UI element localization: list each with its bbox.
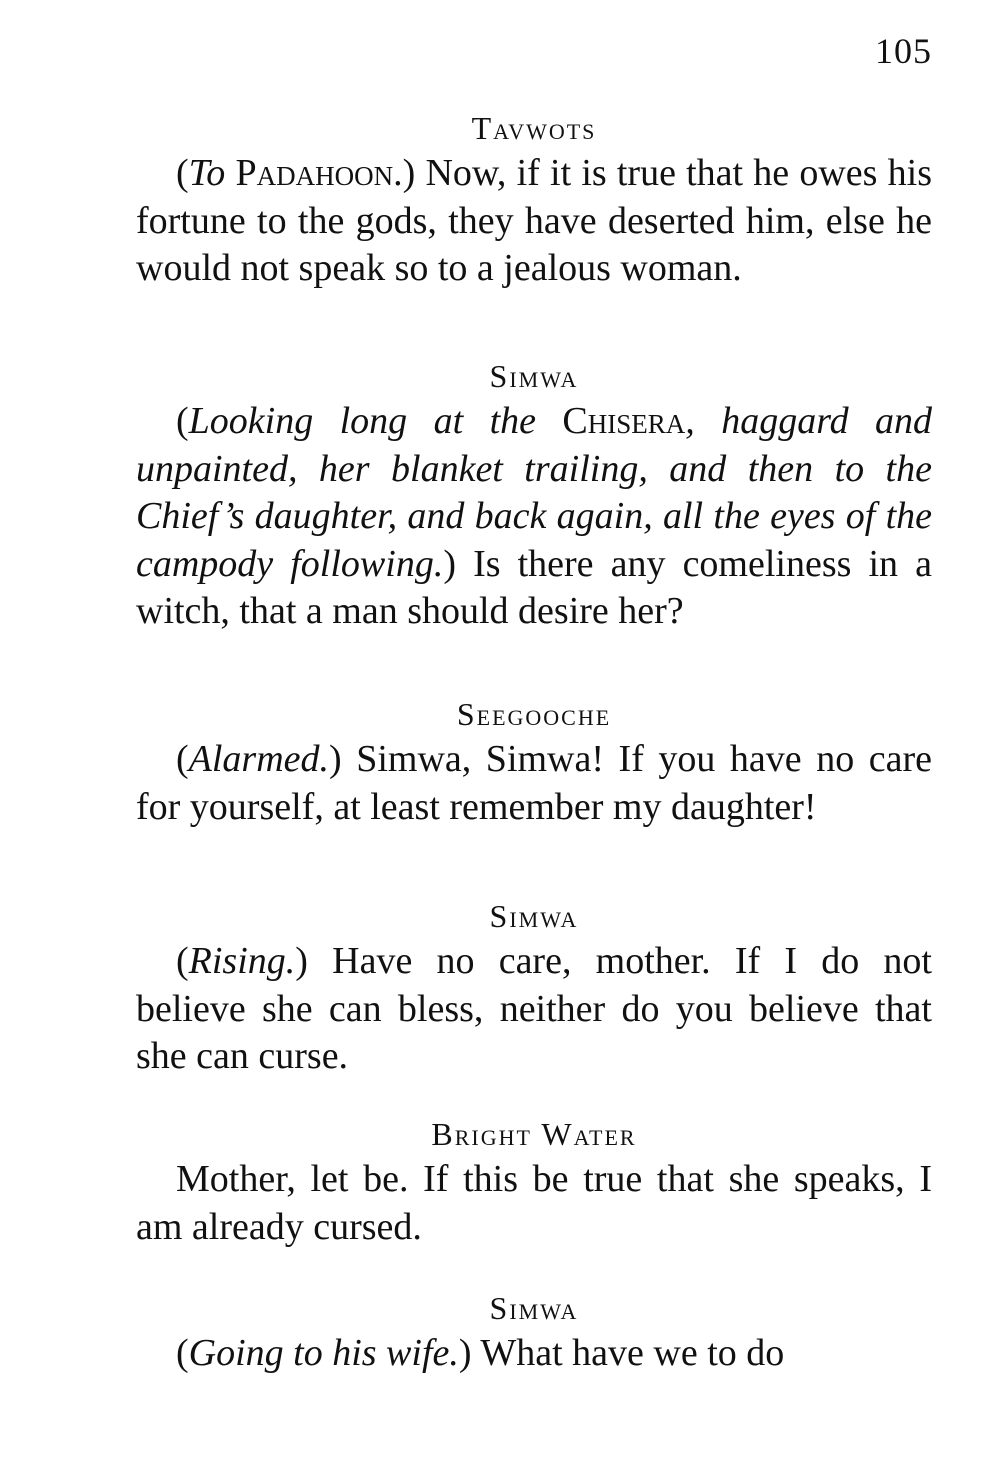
speaker-name: Simwa (489, 1290, 579, 1326)
speech-text (136, 1330, 932, 1378)
space (225, 152, 235, 194)
dialogue-text: What have we to do (471, 1332, 785, 1374)
speech-text (136, 150, 932, 293)
dialogue-text: Now, if it is true that he owes his fortune to the gods, they have deserted him, else he would not speak so to a jealous woman. (136, 152, 932, 289)
dialogue-text: Have no care, mother. If I do not believe she can bless, neither do you believe that she can curse. (136, 940, 932, 1077)
space (536, 400, 562, 442)
direction-close: ) (458, 1332, 472, 1374)
stage-direction-name: Chisera (562, 400, 686, 442)
speaker-name: Tavwots (471, 110, 597, 146)
stage-direction: Alarmed. (188, 738, 330, 780)
speaker-name: Simwa (489, 898, 579, 934)
direction-close: ) (329, 738, 342, 780)
stage-direction: To (188, 152, 226, 194)
direction-open: ( (176, 1332, 189, 1374)
dialogue-block-bright-water (136, 1112, 932, 1251)
dialogue-block-seegooche (136, 692, 932, 831)
speech-text (136, 938, 932, 1081)
stage-direction-name: Padahoon (235, 152, 394, 194)
dialogue-block-simwa (136, 354, 932, 636)
stage-direction: Going to his wife. (188, 1332, 459, 1374)
speech-text (136, 398, 932, 636)
direction-close: ) (295, 940, 308, 982)
direction-close: .) (393, 152, 416, 194)
direction-close: ) (443, 542, 456, 585)
stage-direction: Looking long at the (188, 400, 536, 442)
speech-text (136, 736, 932, 831)
speaker-name: Bright Water (431, 1116, 637, 1152)
dialogue-block-simwa-2 (136, 894, 932, 1081)
speaker-name: Seegooche (456, 696, 612, 732)
direction-open: ( (176, 940, 189, 982)
direction-open: ( (176, 400, 189, 442)
direction-open: ( (176, 152, 189, 194)
dialogue-text: Is there any comeliness in a witch, that a man should desire her? (136, 542, 932, 632)
dialogue-block-tavwots (136, 106, 932, 293)
speaker-name: Simwa (489, 358, 579, 394)
direction-open: ( (176, 738, 189, 780)
stage-direction: Rising. (188, 940, 296, 982)
stage-direction: , haggard and unpainted, her blanket trailing, and then to the Chief’s daughter, and back again, all the eyes of the campody following. (136, 400, 932, 585)
page-number: 105 (875, 31, 932, 71)
dialogue-block-simwa-3 (136, 1286, 932, 1378)
speech-text: Mother, let be. If this be true that she speaks, I am already cursed. (136, 1158, 932, 1248)
dialogue-text: Simwa, Simwa! If you have no care for yourself, at least remember my daughter! (136, 738, 932, 828)
